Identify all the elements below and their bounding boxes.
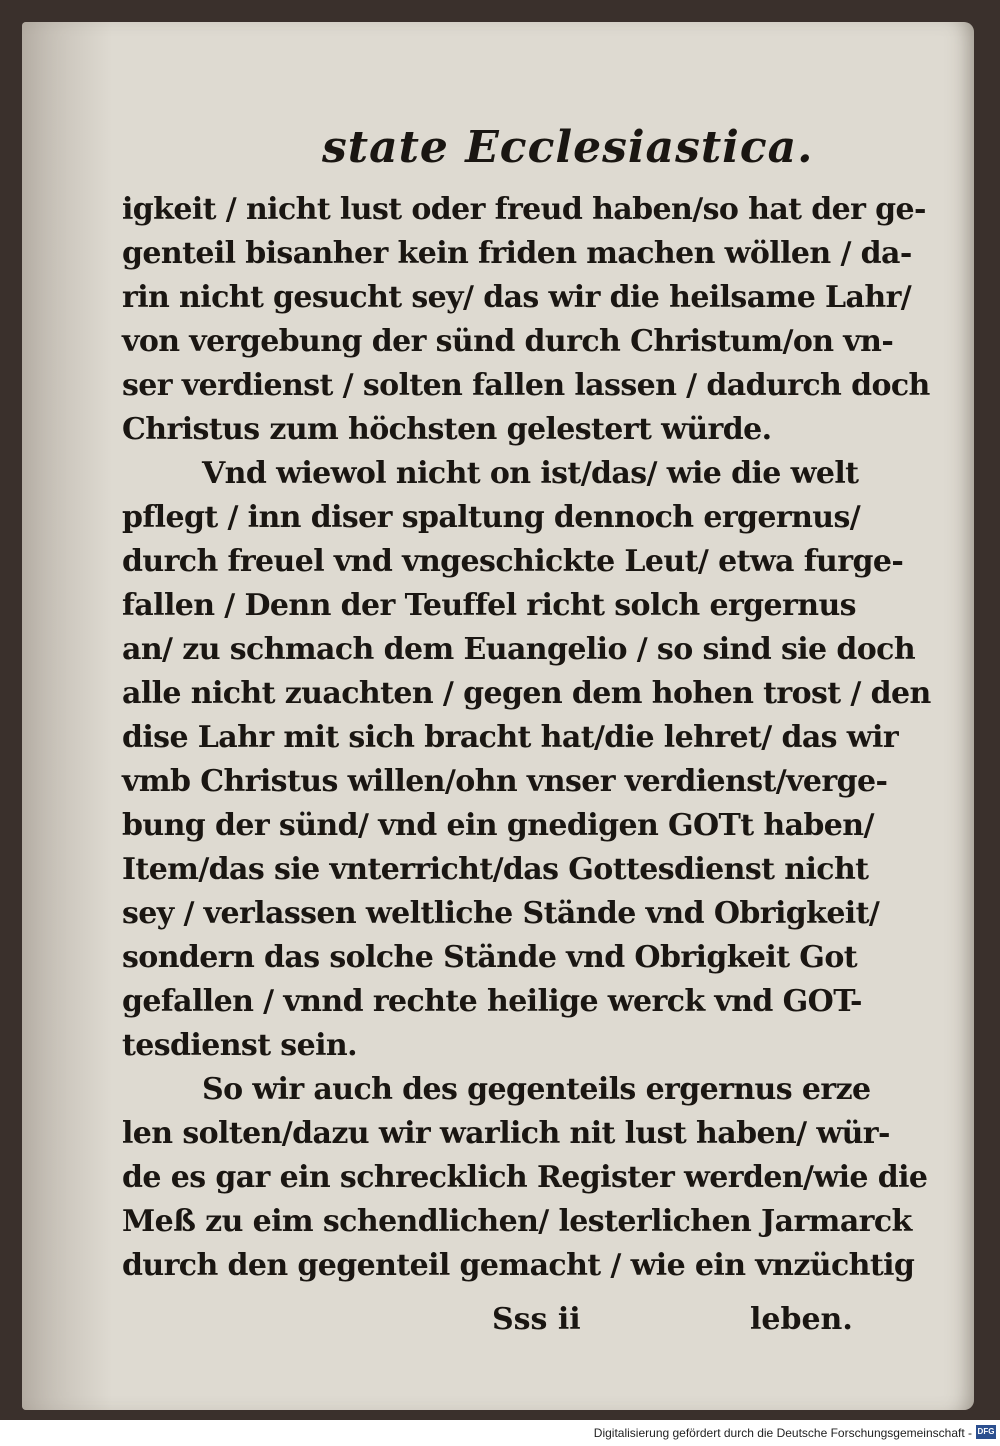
text-line: Meß zu eim schendlichen/ lesterlichen Jarmarck <box>122 1204 912 1239</box>
text-line: vmb Christus willen/ohn vnser verdienst/verge- <box>122 764 888 799</box>
text-line: durch freuel vnd vngeschickte Leut/ etwa furge- <box>122 544 904 579</box>
text-line: tesdienst sein. <box>122 1028 357 1063</box>
text-line: Item/das sie vnterricht/das Gottesdienst nicht <box>122 852 869 887</box>
book-page <box>22 22 974 1410</box>
funding-credit: Digitalisierung gefördert durch die Deutsche Forschungsgemeinschaft - <box>593 1426 972 1440</box>
text-line: sey / verlassen weltliche Stände vnd Obrigkeit/ <box>122 896 880 931</box>
text-line: igkeit / nicht lust oder freud haben/so hat der ge- <box>122 192 926 227</box>
footer-bar <box>0 1420 1000 1446</box>
text-line: alle nicht zuachten / gegen dem hohen trost / den <box>122 676 931 711</box>
text-line: len solten/dazu wir warlich nit lust haben/ wür- <box>122 1116 890 1151</box>
text-line: dise Lahr mit sich bracht hat/die lehret/ das wir <box>122 720 899 755</box>
catchword: leben. <box>750 1302 853 1337</box>
text-line: rin nicht gesucht sey/ das wir die heilsame Lahr/ <box>122 280 912 315</box>
text-line: an/ zu schmach dem Euangelio / so sind sie doch <box>122 632 916 667</box>
text-line: Vnd wiewol nicht on ist/das/ wie die welt <box>202 456 859 491</box>
running-head: state Ecclesiastica. <box>322 122 814 173</box>
text-line: de es gar ein schrecklich Register werden/wie die <box>122 1160 928 1195</box>
page-gutter-shadow <box>22 22 112 1410</box>
text-line: sondern das solche Stände vnd Obrigkeit Got <box>122 940 857 975</box>
text-line: von vergebung der sünd durch Christum/on vn- <box>122 324 894 359</box>
text-line: fallen / Denn der Teuffel richt solch ergernus <box>122 588 856 623</box>
text-line: So wir auch des gegenteils ergernus erze <box>202 1072 871 1107</box>
text-line: durch den gegenteil gemacht / wie ein vnzüchtig <box>122 1248 915 1283</box>
dfg-logo-icon: DFG <box>976 1425 996 1439</box>
signature-mark: Sss ii <box>492 1302 581 1337</box>
text-line: gefallen / vnnd rechte heilige werck vnd GOT- <box>122 984 862 1019</box>
text-line: Christus zum höchsten gelestert würde. <box>122 412 772 447</box>
text-line: genteil bisanher kein friden machen wöllen / da- <box>122 236 912 271</box>
text-line: pflegt / inn diser spaltung dennoch ergernus/ <box>122 500 861 535</box>
text-line: bung der sünd/ vnd ein gnedigen GOTt haben/ <box>122 808 874 843</box>
text-line: ser verdienst / solten fallen lassen / dadurch doch <box>122 368 930 403</box>
